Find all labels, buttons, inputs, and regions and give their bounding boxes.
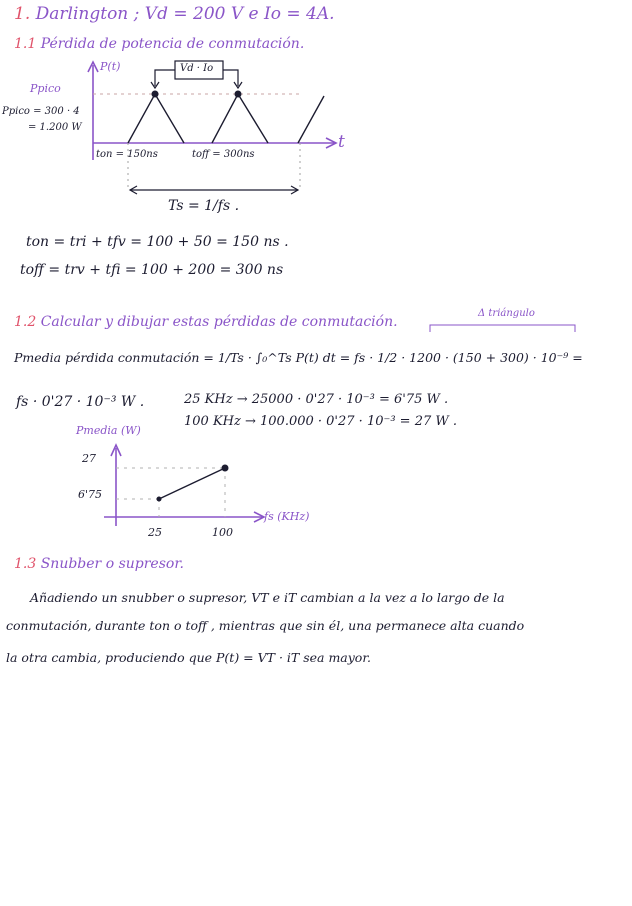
ppico-calc-1: Ppico = 300 · 4 <box>2 106 80 117</box>
ton-label: ton = 150ns <box>96 149 158 160</box>
chart-point <box>157 497 162 502</box>
para-line-2: conmutación, durante ton o toff , mientras que sin él, una permanece alta cuando <box>6 618 525 633</box>
para-line-3: la otra cambia, produciendo que P(t) = VT · iT sea mayor. <box>6 650 371 665</box>
ppico-calc-2: = 1.200 W <box>28 122 82 133</box>
chart-x-tick-25: 25 <box>148 526 162 539</box>
chart-series-line <box>159 468 225 499</box>
section-11-title: Pérdida de potencia de conmutación. <box>40 36 305 52</box>
chart-y-tick-675: 6'75 <box>78 488 103 501</box>
t-axis-label: t <box>338 132 345 152</box>
fs-equation: fs · 0'27 · 10⁻³ W . <box>16 394 145 410</box>
section-12-heading <box>14 314 398 330</box>
triangle-note: Δ triángulo <box>478 308 535 319</box>
section-13-heading <box>14 556 184 572</box>
chart-y-label: Pmedia (W) <box>76 424 141 437</box>
section-1-title: Darlington ; Vd = 200 V e Io = 4A. <box>35 4 335 24</box>
chart-point <box>222 465 229 472</box>
chart-x-tick-100: 100 <box>212 526 233 539</box>
vdio-label: Vd · Io <box>180 63 214 74</box>
section-12-title: Calcular y dibujar estas pérdidas de conmutación. <box>40 314 398 330</box>
toff-label: toff = 300ns <box>192 149 255 160</box>
chart-y-tick-27: 27 <box>82 452 96 465</box>
eq-100khz: 100 KHz → 100.000 · 0'27 · 10⁻³ = 27 W . <box>184 414 458 429</box>
ppico-label: Ppico <box>30 82 61 95</box>
section-12-number: 1.2 <box>14 314 37 330</box>
chart-marks <box>116 465 229 518</box>
para-line-1: Añadiendo un snubber o supresor, VT e iT cambian a la vez a lo largo de la <box>30 590 505 605</box>
pulse-ton <box>128 94 184 143</box>
ts-label: Ts = 1/fs . <box>168 198 240 214</box>
p-axis-label: P(t) <box>100 60 121 73</box>
section-1-number: 1. <box>14 4 31 24</box>
section-13-title: Snubber o supresor. <box>40 556 184 572</box>
section-11-number: 1.1 <box>14 36 37 52</box>
pulse-toff <box>212 94 268 143</box>
peak-dot-2 <box>235 91 242 98</box>
chart-x-label: fs (KHz) <box>264 510 310 523</box>
eq-25khz: 25 KHz → 25000 · 0'27 · 10⁻³ = 6'75 W . <box>184 392 449 407</box>
pulse-next <box>298 96 324 143</box>
pmedia-equation: Pmedia pérdida conmutación = 1/Ts · ∫₀^Ts P(t) dt = fs · 1/2 · 1200 · (150 + 300) · 10⁻⁹ = <box>14 350 583 365</box>
peak-dot-1 <box>152 91 159 98</box>
ton-equation: ton = tri + tfv = 100 + 50 = 150 ns . <box>26 234 289 250</box>
section-13-number: 1.3 <box>14 556 37 572</box>
toff-equation: toff = trv + tfi = 100 + 200 = 300 ns <box>20 262 284 278</box>
